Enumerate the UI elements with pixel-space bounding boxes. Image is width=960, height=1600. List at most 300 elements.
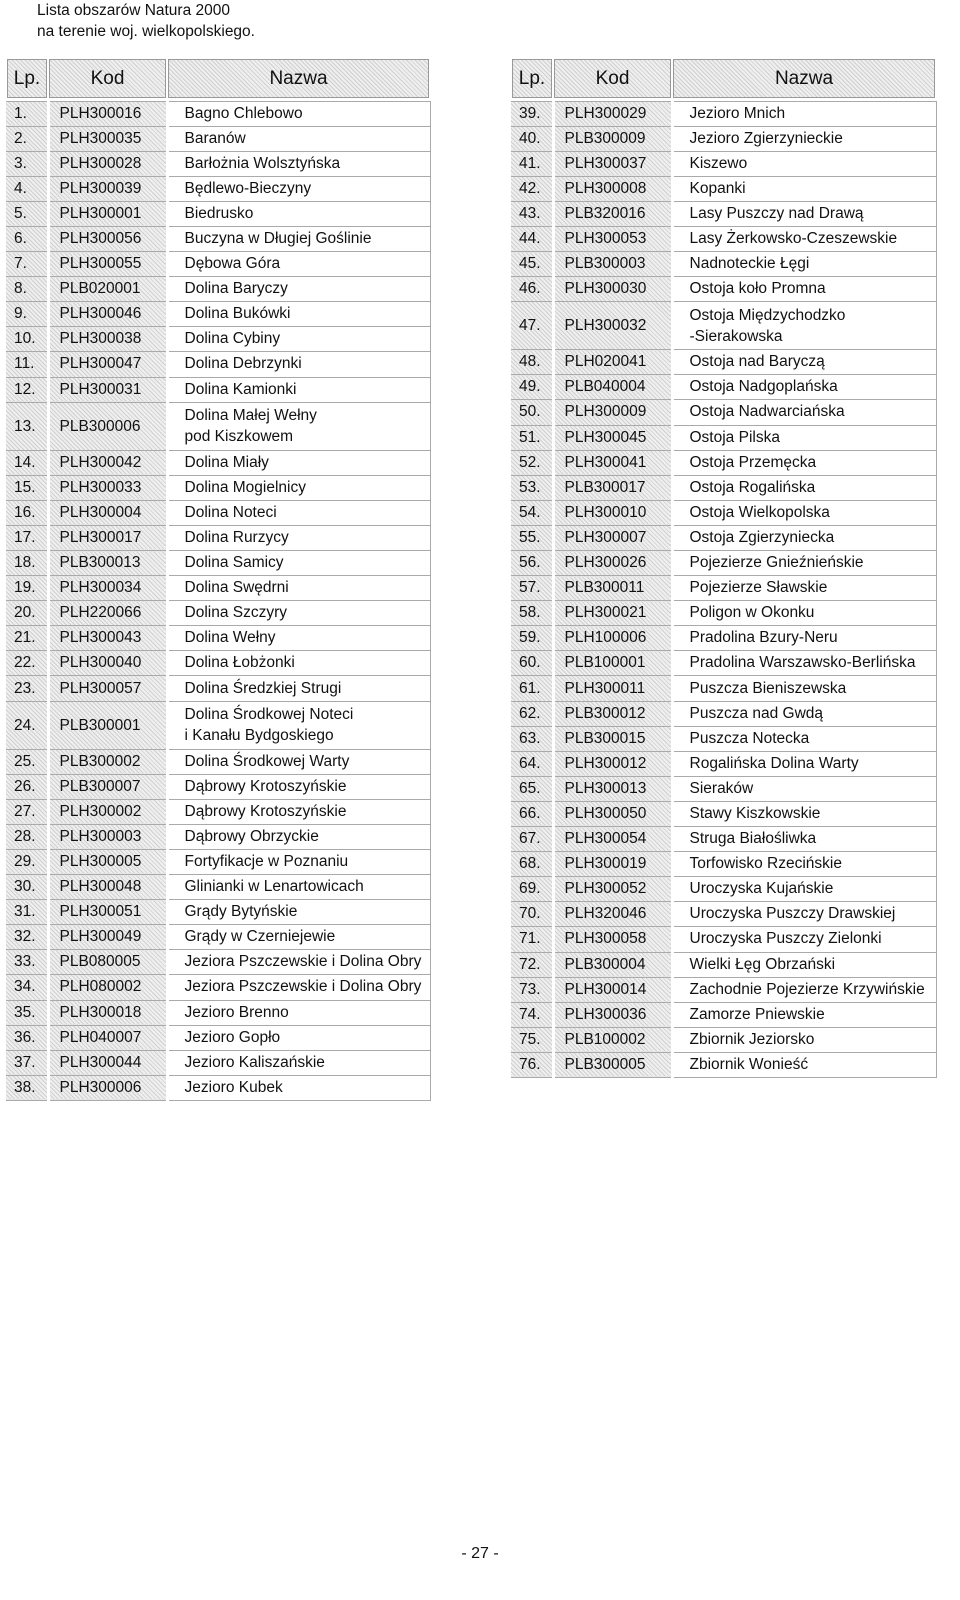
cell-lp: 24. — [6, 701, 48, 749]
cell-nazwa: Pojezierze Gnieźnieńskie — [672, 551, 936, 576]
table-row — [6, 975, 430, 1000]
cell-nazwa: Glinianki w Lenartowicach — [167, 875, 430, 900]
sites-table-left — [5, 57, 431, 1101]
header-kod: Kod — [48, 58, 167, 99]
cell-nazwa: Ostoja Nadgoplańska — [672, 375, 936, 400]
cell-lp: 35. — [6, 1000, 48, 1025]
cell-kod: PLB300004 — [553, 952, 672, 977]
cell-lp: 7. — [6, 252, 48, 277]
title-line-1: Lista obszarów Natura 2000 — [37, 2, 231, 19]
cell-lp: 68. — [511, 852, 553, 877]
cell-lp: 62. — [511, 701, 553, 726]
cell-kod: PLH300037 — [553, 151, 672, 176]
header-kod: Kod — [553, 58, 672, 99]
cell-nazwa-line-1: Dolina Małej Wełny — [184, 407, 317, 425]
cell-lp: 39. — [511, 101, 553, 126]
table-row — [511, 500, 936, 525]
cell-kod: PLB040004 — [553, 375, 672, 400]
cell-nazwa: Ostoja nad Baryczą — [672, 350, 936, 375]
cell-kod: PLH300044 — [48, 1050, 167, 1075]
cell-nazwa: Zbiornik Jeziorsko — [672, 1027, 936, 1052]
table-row — [511, 350, 936, 375]
table-row — [6, 1075, 430, 1100]
title-line-2: na terenie woj. wielkopolskiego. — [37, 23, 255, 40]
table-header-row — [511, 58, 936, 99]
cell-lp: 16. — [6, 500, 48, 525]
header-lp: Lp. — [6, 58, 48, 99]
table-row — [6, 1050, 430, 1075]
table-row — [511, 1027, 936, 1052]
cell-kod: PLB100002 — [553, 1027, 672, 1052]
cell-nazwa: Grądy Bytyńskie — [167, 900, 430, 925]
table-row — [6, 576, 430, 601]
table-row — [511, 651, 936, 676]
cell-kod: PLH300001 — [48, 201, 167, 226]
cell-kod: PLB300012 — [553, 701, 672, 726]
table-row — [511, 676, 936, 701]
cell-nazwa: Jezioro Brenno — [167, 1000, 430, 1025]
cell-kod: PLH300028 — [48, 151, 167, 176]
cell-lp: 14. — [6, 450, 48, 475]
cell-lp: 12. — [6, 377, 48, 402]
cell-lp: 17. — [6, 525, 48, 550]
cell-lp: 73. — [511, 977, 553, 1002]
cell-lp: 70. — [511, 902, 553, 927]
cell-kod: PLH300051 — [48, 900, 167, 925]
cell-kod: PLH300006 — [48, 1075, 167, 1100]
cell-nazwa: Zamorze Pniewskie — [672, 1002, 936, 1027]
table-row — [6, 749, 430, 774]
cell-lp: 59. — [511, 626, 553, 651]
cell-lp: 32. — [6, 925, 48, 950]
cell-kod: PLH300002 — [48, 799, 167, 824]
table-row — [511, 801, 936, 826]
cell-kod: PLB300015 — [553, 726, 672, 751]
table-row — [511, 877, 936, 902]
table-row — [511, 952, 936, 977]
cell-kod: PLB300003 — [553, 252, 672, 277]
cell-lp: 53. — [511, 475, 553, 500]
cell-lp: 45. — [511, 252, 553, 277]
cell-lp: 2. — [6, 126, 48, 151]
table-row — [511, 576, 936, 601]
cell-nazwa — [167, 701, 430, 749]
table-row — [6, 277, 430, 302]
table-row — [511, 751, 936, 776]
table-row — [6, 1000, 430, 1025]
cell-kod: PLH300009 — [553, 400, 672, 425]
cell-lp: 9. — [6, 302, 48, 327]
cell-nazwa: Pradolina Warszawsko-Berlińska — [672, 651, 936, 676]
cell-nazwa: Puszcza Notecka — [672, 726, 936, 751]
header-nazwa: Nazwa — [167, 58, 430, 99]
cell-lp: 25. — [6, 749, 48, 774]
table-row — [6, 925, 430, 950]
table-row — [6, 475, 430, 500]
cell-lp: 46. — [511, 277, 553, 302]
cell-kod: PLB300001 — [48, 701, 167, 749]
cell-nazwa: Ostoja Pilska — [672, 425, 936, 450]
cell-kod: PLH300038 — [48, 327, 167, 352]
cell-nazwa: Sieraków — [672, 776, 936, 801]
cell-nazwa: Dolina Mogielnicy — [167, 475, 430, 500]
cell-nazwa: Dolina Swędrni — [167, 576, 430, 601]
cell-nazwa: Nadnoteckie Łęgi — [672, 252, 936, 277]
cell-lp: 57. — [511, 576, 553, 601]
cell-kod: PLB300017 — [553, 475, 672, 500]
cell-kod: PLH300043 — [48, 626, 167, 651]
cell-nazwa: Dolina Cybiny — [167, 327, 430, 352]
table-row — [511, 1002, 936, 1027]
cell-nazwa: Zbiornik Wonieść — [672, 1052, 936, 1077]
cell-lp: 64. — [511, 751, 553, 776]
cell-kod: PLH300010 — [553, 500, 672, 525]
cell-nazwa: Torfowisko Rzecińskie — [672, 852, 936, 877]
cell-lp: 20. — [6, 601, 48, 626]
cell-lp: 5. — [6, 201, 48, 226]
cell-nazwa-line-1: Ostoja Międzychodzko — [689, 306, 846, 324]
cell-kod: PLH300007 — [553, 525, 672, 550]
cell-kod: PLH300012 — [553, 751, 672, 776]
cell-nazwa: Jezioro Kaliszańskie — [167, 1050, 430, 1075]
cell-nazwa: Kiszewo — [672, 151, 936, 176]
table-row — [6, 201, 430, 226]
cell-lp: 56. — [511, 551, 553, 576]
cell-nazwa: Ostoja Zgierzyniecka — [672, 525, 936, 550]
cell-nazwa: Struga Białośliwka — [672, 827, 936, 852]
table-row — [6, 1025, 430, 1050]
cell-nazwa: Zachodnie Pojezierze Krzywińskie — [672, 977, 936, 1002]
cell-kod: PLH220066 — [48, 601, 167, 626]
cell-lp: 44. — [511, 226, 553, 251]
table-row — [511, 201, 936, 226]
cell-nazwa: Dąbrowy Obrzyckie — [167, 824, 430, 849]
cell-lp: 4. — [6, 176, 48, 201]
cell-nazwa-line-2: -Sierakowska — [689, 327, 783, 345]
cell-nazwa: Puszcza nad Gwdą — [672, 701, 936, 726]
cell-lp: 61. — [511, 676, 553, 701]
cell-nazwa: Jezioro Kubek — [167, 1075, 430, 1100]
table-row — [511, 425, 936, 450]
cell-kod: PLH300034 — [48, 576, 167, 601]
cell-kod: PLB300006 — [48, 402, 167, 450]
table-header-row — [6, 58, 430, 99]
cell-nazwa: Dąbrowy Krotoszyńskie — [167, 799, 430, 824]
cell-lp: 72. — [511, 952, 553, 977]
cell-lp: 51. — [511, 425, 553, 450]
cell-kod: PLH300019 — [553, 852, 672, 877]
cell-nazwa: Uroczyska Kujańskie — [672, 877, 936, 902]
cell-nazwa: Dolina Debrzynki — [167, 352, 430, 377]
cell-nazwa: Jeziora Pszczewskie i Dolina Obry — [167, 950, 430, 975]
table-row — [511, 475, 936, 500]
cell-nazwa-line-1: Dolina Środkowej Noteci — [184, 706, 354, 724]
table-row — [511, 151, 936, 176]
table-row — [511, 126, 936, 151]
cell-lp: 10. — [6, 327, 48, 352]
cell-lp: 33. — [6, 950, 48, 975]
cell-nazwa: Barłożnia Wolsztyńska — [167, 151, 430, 176]
cell-kod: PLH300035 — [48, 126, 167, 151]
cell-kod: PLH300041 — [553, 450, 672, 475]
cell-lp: 21. — [6, 626, 48, 651]
cell-nazwa: Dolina Miały — [167, 450, 430, 475]
table-row — [511, 302, 936, 350]
cell-nazwa: Ostoja Przemęcka — [672, 450, 936, 475]
cell-kod: PLH300033 — [48, 475, 167, 500]
table-body-right — [511, 101, 936, 1077]
cell-nazwa — [672, 302, 936, 350]
cell-nazwa: Pradolina Bzury-Neru — [672, 626, 936, 651]
cell-nazwa: Dolina Noteci — [167, 500, 430, 525]
cell-nazwa: Dolina Kamionki — [167, 377, 430, 402]
cell-lp: 47. — [511, 302, 553, 350]
header-lp: Lp. — [511, 58, 553, 99]
cell-lp: 66. — [511, 801, 553, 826]
table-row — [6, 377, 430, 402]
cell-kod: PLB300007 — [48, 774, 167, 799]
table-row — [6, 601, 430, 626]
cell-lp: 31. — [6, 900, 48, 925]
table-row — [6, 676, 430, 701]
cell-kod: PLH300047 — [48, 352, 167, 377]
cell-kod: PLH300031 — [48, 377, 167, 402]
table-row — [6, 402, 430, 450]
cell-nazwa: Dębowa Góra — [167, 252, 430, 277]
cell-kod: PLH300055 — [48, 252, 167, 277]
cell-nazwa: Lasy Żerkowsko-Czeszewskie — [672, 226, 936, 251]
cell-nazwa: Rogalińska Dolina Warty — [672, 751, 936, 776]
cell-nazwa: Jezioro Zgierzynieckie — [672, 126, 936, 151]
cell-kod: PLH300046 — [48, 302, 167, 327]
table-row — [6, 525, 430, 550]
table-body-left — [6, 101, 430, 1100]
cell-kod: PLH320046 — [553, 902, 672, 927]
cell-kod: PLH100006 — [553, 626, 672, 651]
cell-kod: PLH300039 — [48, 176, 167, 201]
cell-nazwa: Pojezierze Sławskie — [672, 576, 936, 601]
cell-kod: PLH300052 — [553, 877, 672, 902]
document-title — [37, 0, 255, 42]
cell-kod: PLH080002 — [48, 975, 167, 1000]
cell-kod: PLH300032 — [553, 302, 672, 350]
cell-lp: 19. — [6, 576, 48, 601]
table-row — [511, 277, 936, 302]
table-row — [511, 551, 936, 576]
table-row — [6, 176, 430, 201]
cell-nazwa: Dolina Środkowej Warty — [167, 749, 430, 774]
cell-nazwa: Będlewo-Bieczyny — [167, 176, 430, 201]
cell-nazwa-line-2: i Kanału Bydgoskiego — [184, 727, 334, 745]
cell-lp: 50. — [511, 400, 553, 425]
cell-lp: 6. — [6, 226, 48, 251]
table-row — [511, 701, 936, 726]
table-row — [511, 852, 936, 877]
table-row — [511, 776, 936, 801]
cell-nazwa: Puszcza Bieniszewska — [672, 676, 936, 701]
cell-lp: 74. — [511, 1002, 553, 1027]
cell-nazwa: Uroczyska Puszczy Zielonki — [672, 927, 936, 952]
cell-kod: PLH300011 — [553, 676, 672, 701]
table-row — [6, 551, 430, 576]
cell-kod: PLH300049 — [48, 925, 167, 950]
cell-kod: PLB300002 — [48, 749, 167, 774]
cell-nazwa: Dolina Baryczy — [167, 277, 430, 302]
table-row — [6, 327, 430, 352]
table-row — [6, 151, 430, 176]
table-row — [6, 824, 430, 849]
table-row — [6, 774, 430, 799]
cell-kod: PLB020001 — [48, 277, 167, 302]
table-row — [511, 176, 936, 201]
cell-lp: 69. — [511, 877, 553, 902]
cell-kod: PLB080005 — [48, 950, 167, 975]
cell-kod: PLH300048 — [48, 875, 167, 900]
cell-lp: 40. — [511, 126, 553, 151]
cell-lp: 63. — [511, 726, 553, 751]
cell-kod: PLB300009 — [553, 126, 672, 151]
table-row — [511, 226, 936, 251]
cell-lp: 37. — [6, 1050, 48, 1075]
table-row — [511, 1052, 936, 1077]
cell-kod: PLH300036 — [553, 1002, 672, 1027]
table-row — [511, 525, 936, 550]
cell-lp: 75. — [511, 1027, 553, 1052]
table-row — [6, 101, 430, 126]
table-row — [511, 626, 936, 651]
cell-lp: 41. — [511, 151, 553, 176]
cell-lp: 43. — [511, 201, 553, 226]
cell-kod: PLH300014 — [553, 977, 672, 1002]
table-row — [6, 450, 430, 475]
cell-kod: PLB300011 — [553, 576, 672, 601]
cell-lp: 23. — [6, 676, 48, 701]
cell-kod: PLH300004 — [48, 500, 167, 525]
cell-kod: PLH300054 — [553, 827, 672, 852]
cell-nazwa: Fortyfikacje w Poznaniu — [167, 849, 430, 874]
cell-nazwa: Jezioro Mnich — [672, 101, 936, 126]
cell-kod: PLH300057 — [48, 676, 167, 701]
cell-lp: 54. — [511, 500, 553, 525]
table-row — [6, 252, 430, 277]
table-row — [511, 450, 936, 475]
cell-nazwa: Poligon w Okonku — [672, 601, 936, 626]
cell-nazwa: Bagno Chlebowo — [167, 101, 430, 126]
cell-nazwa: Ostoja Wielkopolska — [672, 500, 936, 525]
cell-lp: 8. — [6, 277, 48, 302]
cell-lp: 60. — [511, 651, 553, 676]
cell-kod: PLB320016 — [553, 201, 672, 226]
cell-kod: PLB300013 — [48, 551, 167, 576]
table-row — [6, 226, 430, 251]
cell-kod: PLH300021 — [553, 601, 672, 626]
cell-nazwa: Dolina Bukówki — [167, 302, 430, 327]
table-row — [6, 900, 430, 925]
table-row — [6, 875, 430, 900]
cell-kod: PLH300013 — [553, 776, 672, 801]
table-row — [6, 500, 430, 525]
cell-kod: PLH300040 — [48, 651, 167, 676]
cell-kod: PLH020041 — [553, 350, 672, 375]
cell-lp: 34. — [6, 975, 48, 1000]
cell-nazwa: Dolina Średzkiej Strugi — [167, 676, 430, 701]
cell-kod: PLH300058 — [553, 927, 672, 952]
cell-kod: PLH300042 — [48, 450, 167, 475]
cell-nazwa: Dolina Rurzycy — [167, 525, 430, 550]
cell-nazwa: Wielki Łęg Obrzański — [672, 952, 936, 977]
sites-table-right — [510, 57, 937, 1078]
cell-lp: 30. — [6, 875, 48, 900]
table-row — [6, 126, 430, 151]
cell-lp: 67. — [511, 827, 553, 852]
table-row — [511, 927, 936, 952]
cell-kod: PLH300029 — [553, 101, 672, 126]
cell-lp: 22. — [6, 651, 48, 676]
cell-nazwa: Buczyna w Długiej Goślinie — [167, 226, 430, 251]
table-row — [6, 626, 430, 651]
cell-lp: 18. — [6, 551, 48, 576]
cell-nazwa: Dolina Samicy — [167, 551, 430, 576]
table-row — [511, 375, 936, 400]
cell-nazwa: Stawy Kiszkowskie — [672, 801, 936, 826]
cell-nazwa: Uroczyska Puszczy Drawskiej — [672, 902, 936, 927]
cell-nazwa: Ostoja Rogalińska — [672, 475, 936, 500]
cell-nazwa: Kopanki — [672, 176, 936, 201]
cell-lp: 76. — [511, 1052, 553, 1077]
cell-kod: PLH300017 — [48, 525, 167, 550]
cell-lp: 55. — [511, 525, 553, 550]
cell-lp: 42. — [511, 176, 553, 201]
cell-lp: 58. — [511, 601, 553, 626]
cell-kod: PLH300008 — [553, 176, 672, 201]
cell-nazwa — [167, 402, 430, 450]
cell-kod: PLH040007 — [48, 1025, 167, 1050]
cell-lp: 28. — [6, 824, 48, 849]
cell-nazwa-line-2: pod Kiszkowem — [184, 428, 294, 446]
cell-lp: 15. — [6, 475, 48, 500]
cell-lp: 11. — [6, 352, 48, 377]
cell-kod: PLH300003 — [48, 824, 167, 849]
cell-kod: PLB100001 — [553, 651, 672, 676]
cell-kod: PLH300056 — [48, 226, 167, 251]
cell-kod: PLH300026 — [553, 551, 672, 576]
table-row — [511, 101, 936, 126]
cell-lp: 27. — [6, 799, 48, 824]
table-row — [511, 252, 936, 277]
cell-lp: 49. — [511, 375, 553, 400]
cell-kod: PLH300005 — [48, 849, 167, 874]
cell-lp: 3. — [6, 151, 48, 176]
cell-kod: PLH300045 — [553, 425, 672, 450]
cell-nazwa: Dolina Szczyry — [167, 601, 430, 626]
cell-lp: 65. — [511, 776, 553, 801]
table-row — [511, 827, 936, 852]
cell-lp: 71. — [511, 927, 553, 952]
cell-nazwa: Lasy Puszczy nad Drawą — [672, 201, 936, 226]
header-nazwa: Nazwa — [672, 58, 936, 99]
table-row — [6, 950, 430, 975]
table-row — [6, 799, 430, 824]
cell-nazwa: Dąbrowy Krotoszyńskie — [167, 774, 430, 799]
cell-nazwa: Dolina Łobżonki — [167, 651, 430, 676]
table-row — [511, 400, 936, 425]
cell-lp: 29. — [6, 849, 48, 874]
cell-nazwa: Jezioro Gopło — [167, 1025, 430, 1050]
cell-lp: 1. — [6, 101, 48, 126]
cell-lp: 48. — [511, 350, 553, 375]
cell-lp: 13. — [6, 402, 48, 450]
cell-kod: PLH300016 — [48, 101, 167, 126]
